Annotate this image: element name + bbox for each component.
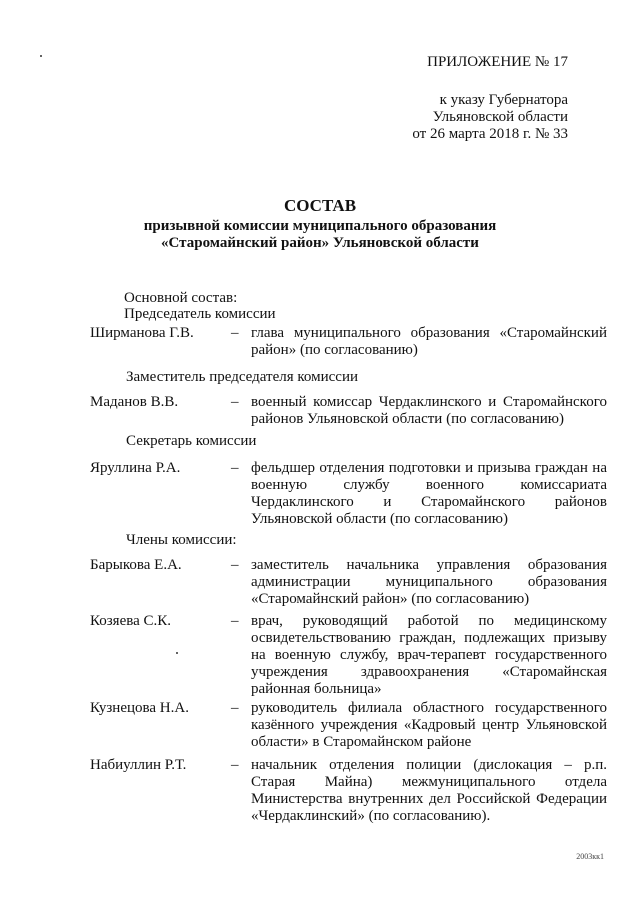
scan-speck	[176, 652, 178, 654]
decree-line-3: от 26 марта 2018 г. № 33	[412, 126, 568, 142]
decree-line-1: к указу Губернатора	[439, 92, 568, 108]
members-label: Члены комиссии:	[126, 532, 237, 548]
dash-separator: –	[231, 557, 239, 573]
appendix-number: ПРИЛОЖЕНИЕ № 17	[427, 54, 568, 70]
page-title: СОСТАВ	[283, 196, 357, 215]
secretary-label: Секретарь комиссии	[126, 433, 257, 449]
main-composition-label: Основной состав:	[124, 290, 238, 306]
member-name: Маданов В.В.	[90, 394, 179, 410]
decree-line-2: Ульяновской области	[432, 109, 568, 125]
scan-speck	[40, 55, 42, 57]
member-position: врач, руководящий работой по медицинскому освидетельствованию граждан, подлежащих призыву на военную службу, врач-терапевт государственного учреждения здравоохранения «Старомайнская районная больница»	[251, 613, 607, 697]
member-name: Яруллина Р.А.	[90, 460, 181, 476]
member-position: руководитель филиала областного государственного казённого учреждения «Кадровый центр Ульяновской области» в Старомайнском районе	[251, 700, 607, 750]
title-line-2: призывной комиссии муниципального образования	[143, 218, 497, 234]
member-position: начальник отделения полиции (дислокация – р.п. Старая Майна) межмуниципального отдела Министерства внутренних дел Российской Федерации «Чердаклинский» (по согласованию).	[251, 757, 607, 824]
deputy-label: Заместитель председателя комиссии	[126, 369, 359, 385]
dash-separator: –	[231, 613, 239, 629]
dash-separator: –	[231, 394, 239, 410]
member-position: заместитель начальника управления образования администрации муниципального образования «Старомайнский район» (по согласованию)	[251, 557, 607, 607]
member-name: Кузнецова Н.А.	[90, 700, 189, 716]
member-position: военный комиссар Чердаклинского и Старомайнского районов Ульяновской области (по согласованию)	[251, 394, 607, 427]
dash-separator: –	[231, 460, 239, 476]
dash-separator: –	[231, 757, 239, 773]
member-name: Ширманова Г.В.	[90, 325, 194, 341]
member-position: глава муниципального образования «Старомайнский район» (по согласованию)	[251, 325, 607, 358]
dash-separator: –	[231, 325, 239, 341]
member-name: Барыкова Е.А.	[90, 557, 182, 573]
member-position: фельдшер отделения подготовки и призыва граждан на военную службу военного комиссариата Чердаклинского и Старомайнского районов Ульяновской области (по согласованию)	[251, 460, 607, 527]
chairman-label: Председатель комиссии	[124, 306, 276, 322]
member-name: Набиуллин Р.Т.	[90, 757, 187, 773]
dash-separator: –	[231, 700, 239, 716]
member-name: Козяева С.К.	[90, 613, 172, 629]
document-code: 2003кк1	[576, 852, 604, 861]
title-line-3: «Старомайнский район» Ульяновской области	[161, 235, 479, 251]
